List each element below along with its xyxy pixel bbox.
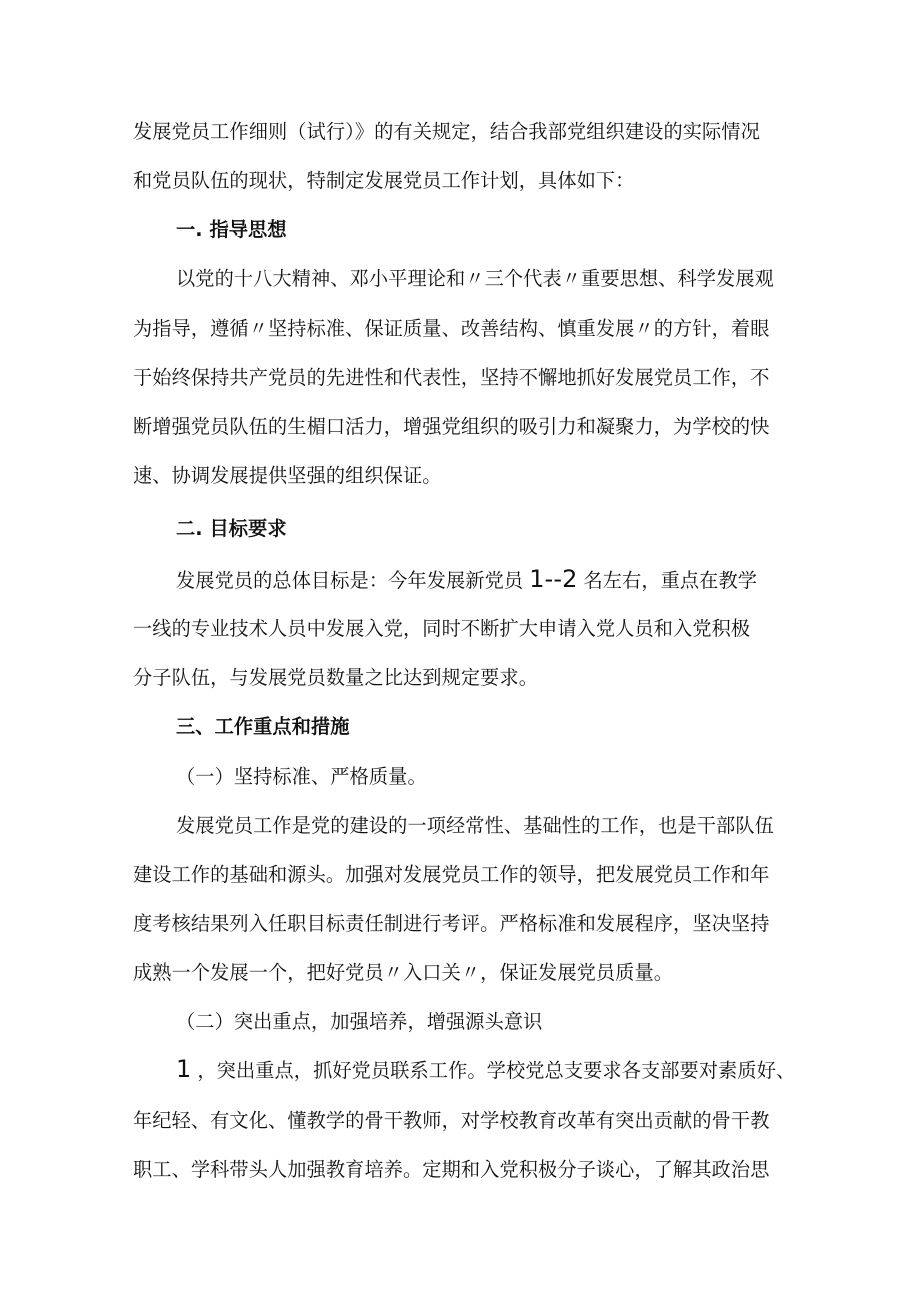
subsection-heading-1: （一）坚持标准、严格质量。 bbox=[176, 765, 427, 788]
paragraph-line: 于始终保持共产党员的先进性和代表性，坚持不懈地抓好发展党员工作，不 bbox=[133, 366, 770, 389]
paragraph-line: 职工、学科带头人加强教育培养。定期和入党积极分子谈心，了解其政治思 bbox=[133, 1158, 770, 1181]
goal-text-end: 名左右，重点在教学 bbox=[583, 569, 758, 592]
paragraph-line: 和党员队伍的现状，特制定发展党员工作计划，具体如下： bbox=[133, 169, 635, 192]
goal-number: 1--2 bbox=[529, 565, 578, 593]
paragraph-line: 发展党员工作细则（试行）》的有关规定，结合我部党组织建设的实际情况 bbox=[133, 120, 760, 143]
paragraph-line: 度考核结果列入任职目标责任制进行考评。严格标准和发展程序，坚决坚持 bbox=[133, 912, 770, 935]
paragraph-line: 断增强党员队伍的生楣口活力，增强党组织的吸引力和凝聚力，为学校的快 bbox=[133, 415, 770, 438]
paragraph-line: 以党的十八大精神、邓小平理论和〃三个代表〃重要思想、科学发展观 bbox=[176, 267, 774, 290]
goal-text-start: 发展党员的总体目标是：今年发展新党员 bbox=[176, 569, 524, 592]
section-heading-3: 三、工作重点和措施 bbox=[176, 715, 350, 738]
section-heading-1: 一. 指导思想 bbox=[176, 218, 287, 241]
paragraph-line bbox=[176, 566, 920, 594]
paragraph-line bbox=[176, 1056, 920, 1084]
paragraph-line: 成熟一个发展一个，把好党员〃入口关〃，保证发展党员质量。 bbox=[133, 961, 674, 984]
paragraph-line: 一线的专业技术人员中发展入党，同时不断扩大申请入党人员和入党积极 bbox=[133, 617, 751, 640]
paragraph-line: 年纪轻、有文化、懂教学的骨干教师，对学校教育改革有突出贡献的骨干教 bbox=[133, 1109, 770, 1132]
paragraph-line: 速、协调发展提供坚强的组织保证。 bbox=[133, 464, 442, 487]
paragraph-line: 发展党员工作是党的建设的一项经常性、基础性的工作，也是干部队伍 bbox=[176, 814, 774, 837]
paragraph-line: 为指导，遵循〃坚持标准、保证质量、改善结构、慎重发展〃的方针，着眼 bbox=[133, 317, 770, 340]
paragraph-line: 建设工作的基础和源头。加强对发展党员工作的领导，把发展党员工作和年 bbox=[133, 863, 770, 886]
subsection-heading-2: （二）突出重点，加强培养，增强源头意识 bbox=[176, 1010, 543, 1033]
item-text: ，突出重点，抓好党员联系工作。学校党总支要求各支部要对素质好、 bbox=[197, 1059, 796, 1082]
item-number: 1 bbox=[176, 1055, 192, 1083]
section-heading-2: 二. 目标要求 bbox=[176, 517, 287, 540]
paragraph-line: 分子队伍，与发展党员数量之比达到规定要求。 bbox=[133, 666, 539, 689]
